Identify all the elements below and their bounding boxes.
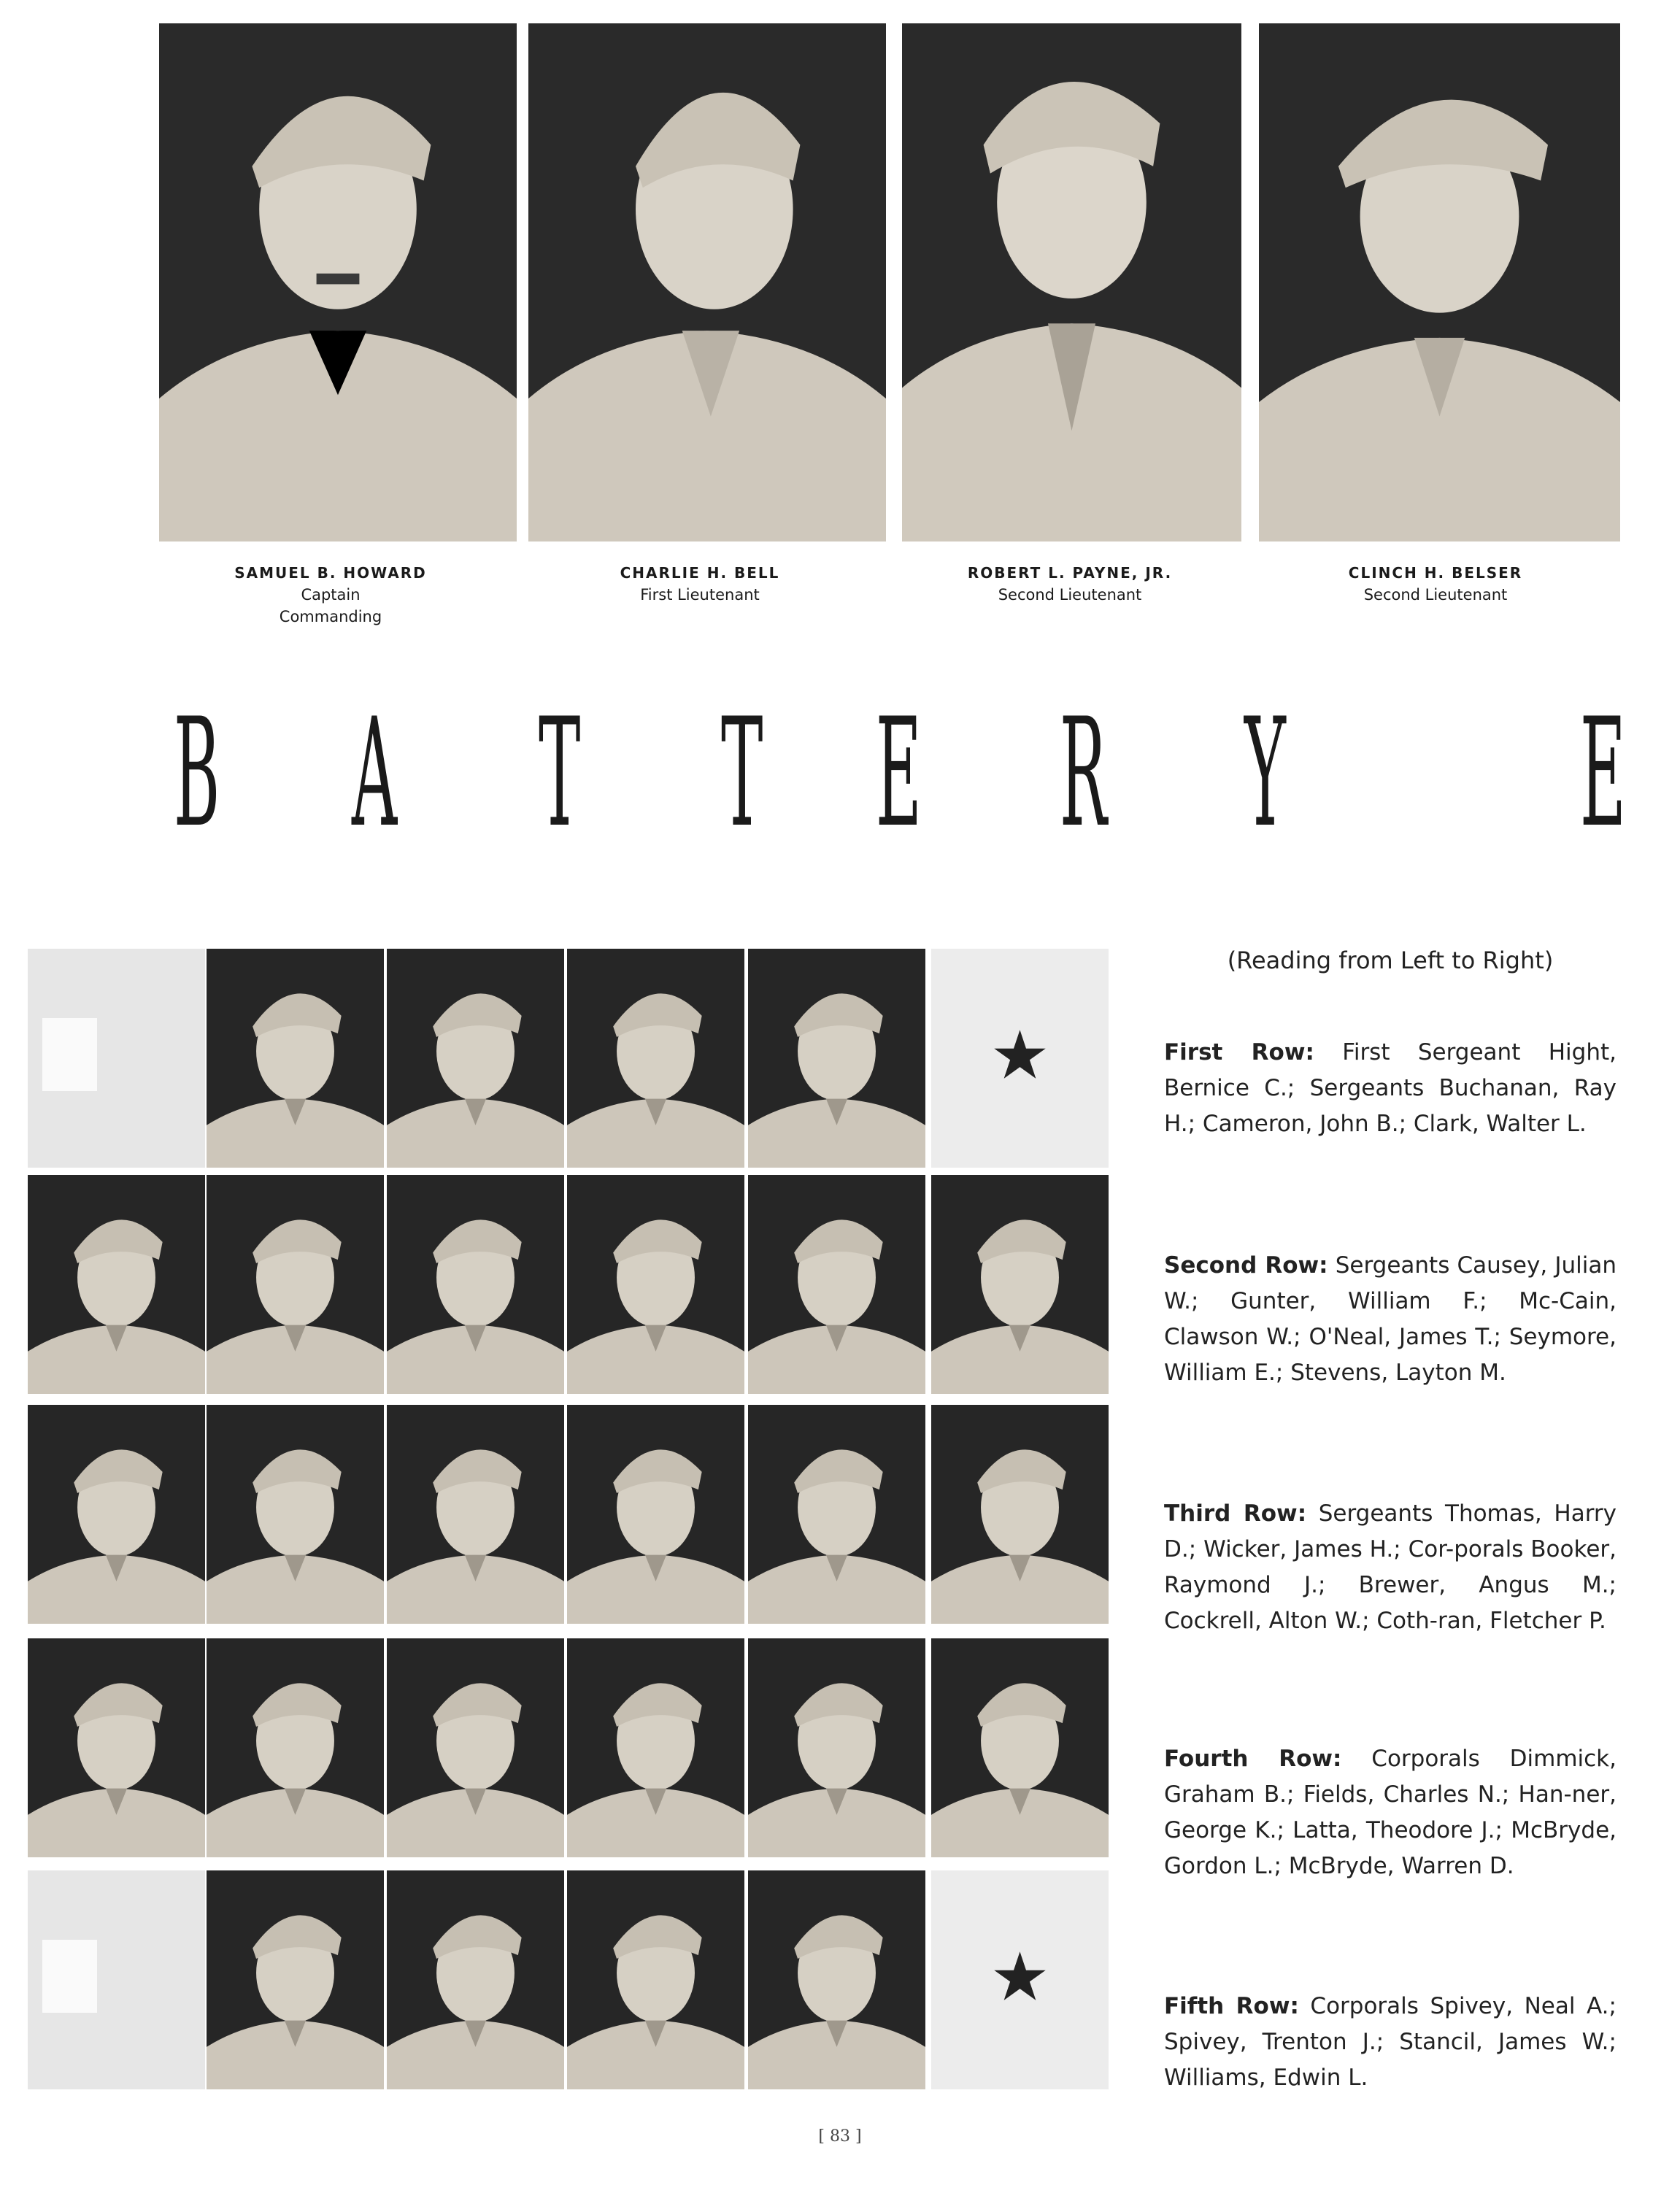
title-letter: Y	[1244, 687, 1286, 860]
row-names: Sergeants Thomas, Harry D.; Wicker, James H.; Cor-porals Booker, Raymond J.; Brewer, Angus M.; Cockrell, Alton W.; Coth-ran, Fletcher P.	[1164, 1500, 1617, 1634]
enlisted-portrait	[748, 1638, 925, 1857]
row-names: Corporals Spivey, Neal A.; Spivey, Trenton J.; Stancil, James W.; Williams, Edwin L.	[1164, 1993, 1617, 2091]
reading-note: (Reading from Left to Right)	[1227, 947, 1554, 974]
blank-photo-slot	[28, 1870, 205, 2089]
officer-rank: Second Lieutenant	[1363, 586, 1508, 604]
officer-rank: Second Lieutenant	[998, 586, 1142, 604]
officer-name: SAMUEL B. HOWARD	[234, 564, 427, 582]
roster-first-row	[1164, 1035, 1617, 1142]
row-label: Fifth Row:	[1164, 1993, 1299, 2019]
title-letter: A	[352, 687, 398, 860]
roster-fourth-row	[1164, 1741, 1617, 1884]
officer-rank: First Lieutenant	[640, 586, 760, 604]
enlisted-portrait	[748, 1870, 925, 2089]
enlisted-portrait	[207, 1638, 384, 1857]
enlisted-portrait	[28, 1638, 205, 1857]
title-letter: T	[539, 687, 581, 860]
blank-photo-slot	[28, 949, 205, 1168]
row-label: Third Row:	[1164, 1500, 1307, 1527]
enlisted-portrait	[567, 1405, 744, 1624]
row-names: Corporals Dimmick, Graham B.; Fields, Charles N.; Han-ner, George K.; Latta, Theodore J.; McBryde, Gordon L.; McBryde, Warren D.	[1164, 1746, 1617, 1879]
officer-name: ROBERT L. PAYNE, JR.	[967, 564, 1173, 582]
enlisted-portrait	[387, 1175, 564, 1394]
enlisted-portrait	[207, 949, 384, 1168]
enlisted-portrait	[931, 1638, 1109, 1857]
enlisted-portrait	[567, 949, 744, 1168]
officer-caption	[895, 562, 1245, 606]
enlisted-portrait	[387, 1405, 564, 1624]
officer-caption	[155, 562, 506, 628]
enlisted-portrait	[28, 1175, 205, 1394]
row-label: Second Row:	[1164, 1252, 1328, 1279]
officer-portrait	[902, 23, 1241, 541]
enlisted-portrait	[387, 949, 564, 1168]
title-letter: E	[876, 687, 922, 860]
officer-portrait	[528, 23, 886, 541]
roster-third-row	[1164, 1496, 1617, 1639]
enlisted-portrait	[28, 1405, 205, 1624]
title-letter: T	[721, 687, 763, 860]
enlisted-portrait	[931, 1175, 1109, 1394]
enlisted-portrait	[207, 1870, 384, 2089]
enlisted-portrait	[567, 1175, 744, 1394]
officer-caption	[525, 562, 875, 606]
officer-portrait	[1259, 23, 1620, 541]
enlisted-portrait	[567, 1870, 744, 2089]
row-names: Sergeants Causey, Julian W.; Gunter, William F.; Mc-Cain, Clawson W.; O'Neal, James T.; Seymore, William E.; Stevens, Layton M.	[1164, 1252, 1617, 1386]
roster-fifth-row	[1164, 1989, 1617, 2096]
row-label: First Row:	[1164, 1039, 1314, 1065]
officer-name: CLINCH H. BELSER	[1348, 564, 1523, 582]
enlisted-portrait	[748, 1405, 925, 1624]
enlisted-portrait	[207, 1405, 384, 1624]
title-letter: E	[1580, 687, 1626, 860]
enlisted-portrait	[748, 1175, 925, 1394]
roster-second-row	[1164, 1248, 1617, 1391]
officer-name: CHARLIE H. BELL	[620, 564, 780, 582]
title-letter: B	[174, 687, 220, 860]
page-number: [ 83 ]	[818, 2127, 862, 2146]
enlisted-portrait	[387, 1638, 564, 1857]
star-icon	[931, 949, 1109, 1168]
blank-patch	[42, 1940, 97, 2013]
enlisted-portrait	[567, 1638, 744, 1857]
officer-rank: Captain	[301, 586, 361, 604]
officer-role: Commanding	[279, 608, 382, 625]
officer-caption	[1260, 562, 1611, 606]
enlisted-portrait	[207, 1175, 384, 1394]
row-label: Fourth Row:	[1164, 1746, 1342, 1772]
star-icon	[931, 1870, 1109, 2089]
officer-portrait	[159, 23, 517, 541]
row-names: First Sergeant Hight, Bernice C.; Sergeants Buchanan, Ray H.; Cameron, John B.; Clark, Walter L.	[1164, 1039, 1617, 1137]
enlisted-portrait	[387, 1870, 564, 2089]
blank-patch	[42, 1018, 97, 1091]
enlisted-portrait	[748, 949, 925, 1168]
enlisted-portrait	[931, 1405, 1109, 1624]
title-letter: R	[1060, 687, 1107, 860]
